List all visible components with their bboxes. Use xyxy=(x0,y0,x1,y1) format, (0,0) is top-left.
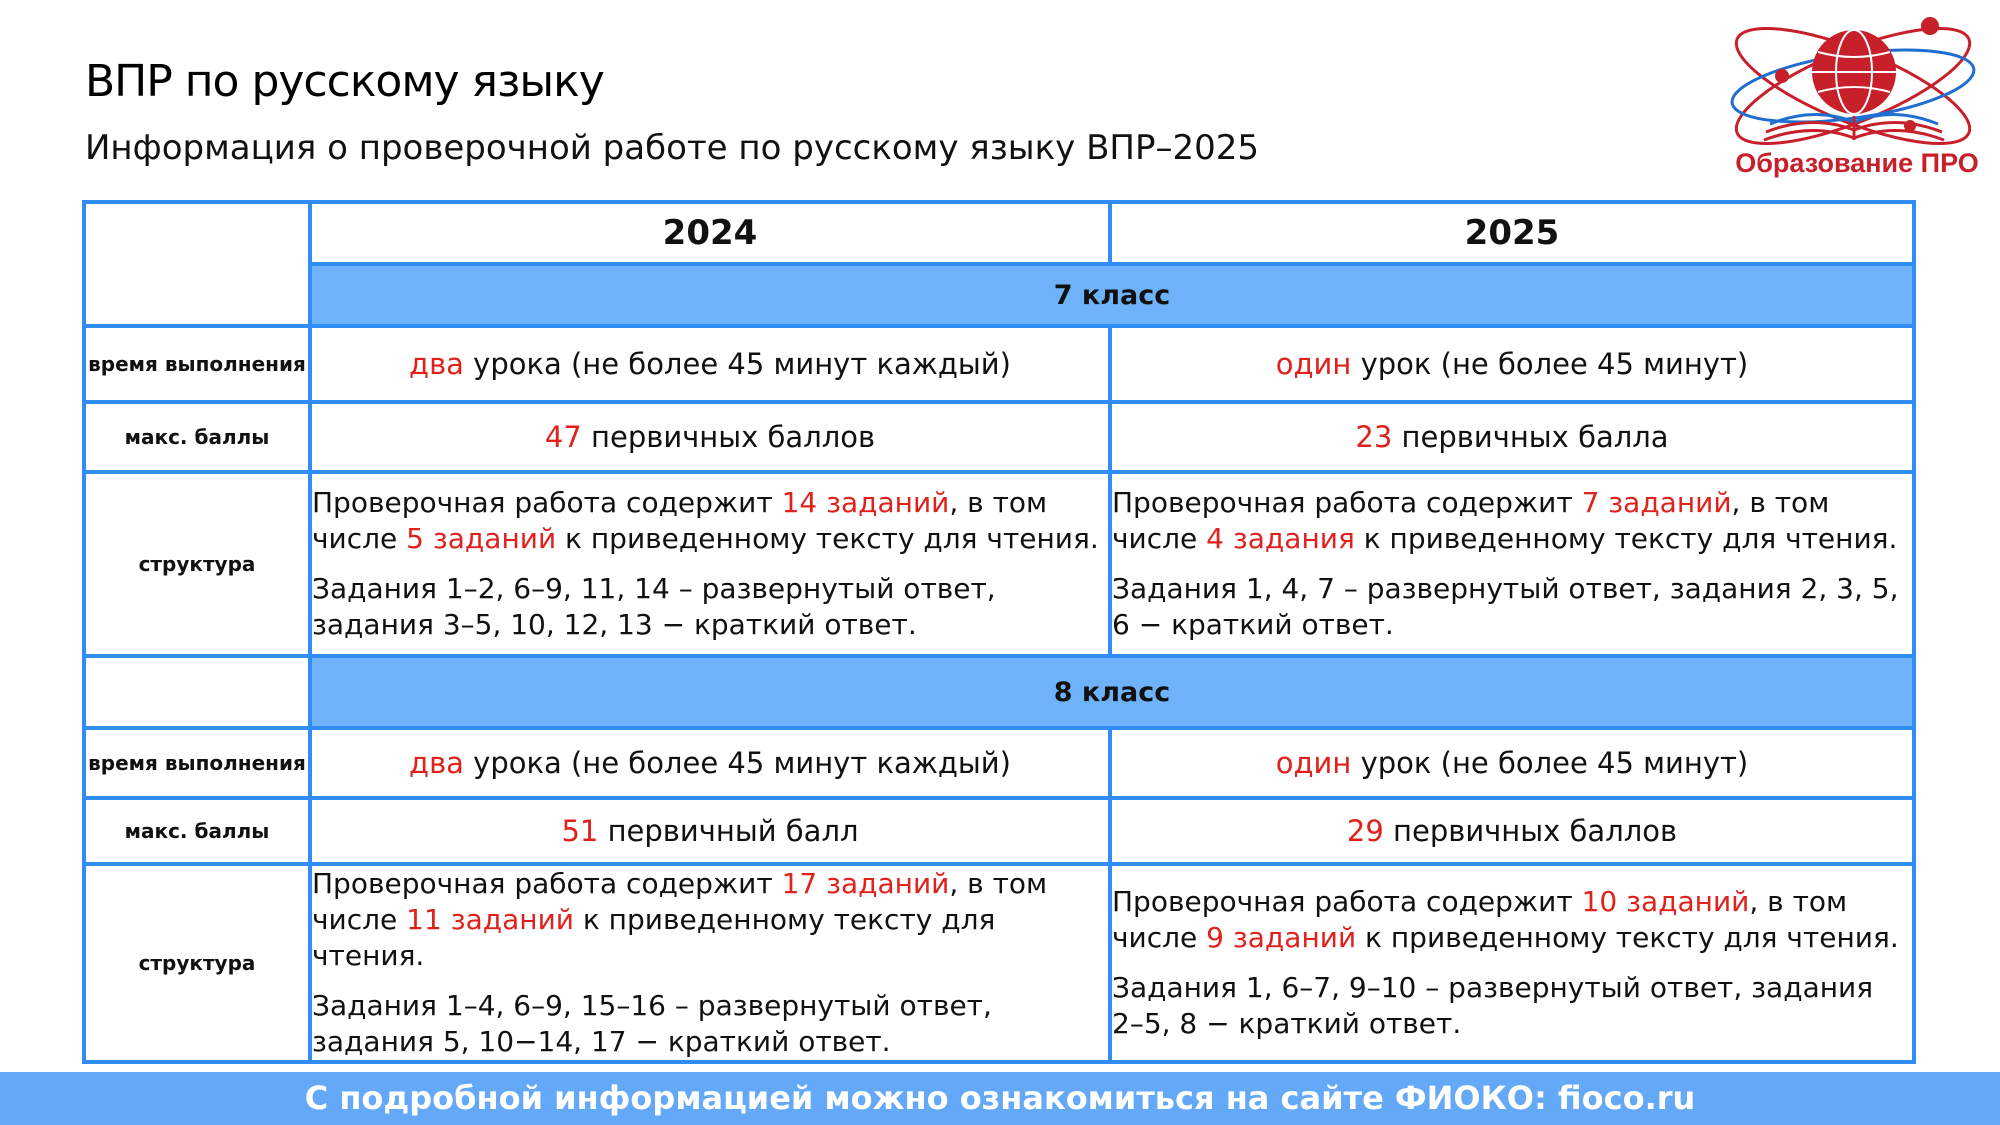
grade8-time-row xyxy=(84,728,1914,798)
grade8-time-2024: два урока (не более 45 минут каждый) xyxy=(310,728,1110,798)
row-label-max: макс. баллы xyxy=(84,402,310,472)
grade8-structure-2024 xyxy=(310,864,1110,1062)
row-label-time: время выполнения xyxy=(84,326,310,402)
grade7-structure-row xyxy=(84,472,1914,656)
structure-answers: Задания 1–4, 6–9, 15–16 – развернутый ответ, задания 5, 10−14, 17 − краткий ответ. xyxy=(312,989,992,1058)
row-label-max: макс. баллы xyxy=(84,798,310,864)
structure-paragraph: Проверочная работа содержит 14 заданий, в том числе 5 заданий к приведенному тексту для чтения. xyxy=(312,486,1099,555)
footer-banner xyxy=(0,1072,2000,1125)
grade8-max-2024: 51 первичный балл xyxy=(310,798,1110,864)
grade8-header: 8 класс xyxy=(310,656,1914,728)
grade7-max-row xyxy=(84,402,1914,472)
grade7-structure-2024 xyxy=(310,472,1110,656)
grade7-time-2024: два урока (не более 45 минут каждый) xyxy=(310,326,1110,402)
structure-paragraph: Проверочная работа содержит 10 заданий, в том числе 9 заданий к приведенному тексту для чтения. xyxy=(1112,885,1899,954)
page-subtitle: Информация о проверочной работе по русскому языку ВПР–2025 xyxy=(85,128,1260,168)
page-title: ВПР по русскому языку xyxy=(85,56,604,107)
grade7-header: 7 класс xyxy=(310,264,1914,326)
logo-text: Образование ПРО xyxy=(1735,148,1979,178)
corner-cell xyxy=(84,202,310,326)
grade7-time-2025: один урок (не более 45 минут) xyxy=(1110,326,1914,402)
structure-answers: Задания 1–2, 6–9, 11, 14 – развернутый ответ, задания 3–5, 10, 12, 13 − краткий ответ. xyxy=(312,572,996,641)
grade8-row xyxy=(84,656,1914,728)
grade8-structure-row xyxy=(84,864,1914,1062)
row-label-time: время выполнения xyxy=(84,728,310,798)
grade7-max-2025: 23 первичных балла xyxy=(1110,402,1914,472)
row-label-structure: структура xyxy=(84,864,310,1062)
grade7-max-2024: 47 первичных баллов xyxy=(310,402,1110,472)
comparison-table xyxy=(82,200,1916,1064)
grade7-row xyxy=(84,264,1914,326)
grade8-max-row xyxy=(84,798,1914,864)
structure-paragraph: Проверочная работа содержит 7 заданий, в том числе 4 задания к приведенному тексту для чтения. xyxy=(1112,486,1898,555)
year-2025-header: 2025 xyxy=(1110,202,1914,264)
row-label-structure: структура xyxy=(84,472,310,656)
structure-answers: Задания 1, 6–7, 9–10 – развернутый ответ, задания 2–5, 8 − краткий ответ. xyxy=(1112,971,1874,1040)
year-header-row xyxy=(84,202,1914,264)
grade7-time-row xyxy=(84,326,1914,402)
grade7-structure-2025 xyxy=(1110,472,1914,656)
grade8-time-2025: один урок (не более 45 минут) xyxy=(1110,728,1914,798)
structure-paragraph: Проверочная работа содержит 17 заданий, в том числе 11 заданий к приведенному тексту для чтения. xyxy=(312,867,1048,972)
empty-label-cell xyxy=(84,656,310,728)
grade8-max-2025: 29 первичных баллов xyxy=(1110,798,1914,864)
grade8-structure-2025 xyxy=(1110,864,1914,1062)
footer-text: С подробной информацией можно ознакомиться на сайте ФИОКО: fioco.ru xyxy=(304,1079,1696,1117)
structure-answers: Задания 1, 4, 7 – развернутый ответ, задания 2, 3, 5, 6 − краткий ответ. xyxy=(1112,572,1899,641)
year-2024-header: 2024 xyxy=(310,202,1110,264)
